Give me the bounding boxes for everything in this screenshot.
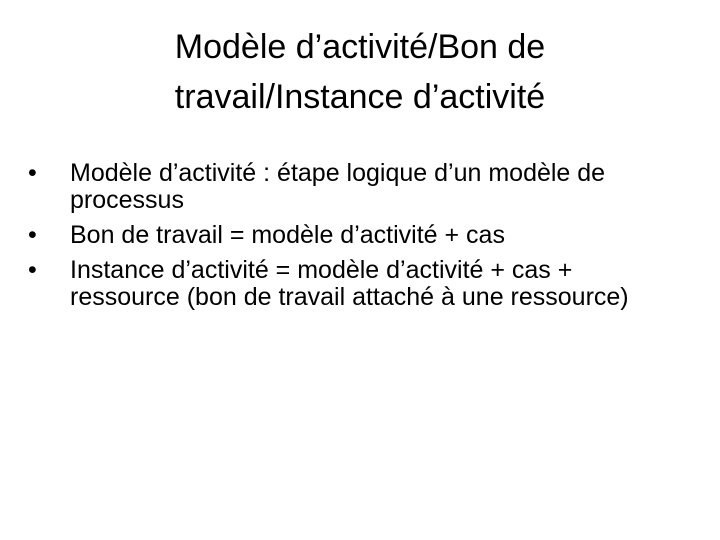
slide-title-line-1: Modèle d’activité/Bon de — [174, 28, 546, 66]
bullet-text: Modèle d’activité : étape logique d’un modèle de processus — [70, 159, 606, 214]
bullet-item-activity-instance — [24, 257, 674, 311]
bullet-icon: • — [28, 256, 37, 284]
bullet-icon: • — [28, 221, 37, 249]
bullet-text: Bon de travail = modèle d’activité + cas — [70, 221, 505, 249]
slide-title — [60, 22, 660, 122]
bullet-text: Instance d’activité = modèle d’activité + cas + ressource (bon de travail attaché à une ressource) — [70, 256, 629, 311]
bullet-item-work-order — [24, 222, 674, 249]
bullet-icon: • — [28, 159, 37, 187]
bullet-item-activity-model — [24, 160, 674, 214]
slide-title-line-2: travail/Instance d’activité — [174, 78, 546, 116]
bullet-list — [24, 160, 674, 319]
